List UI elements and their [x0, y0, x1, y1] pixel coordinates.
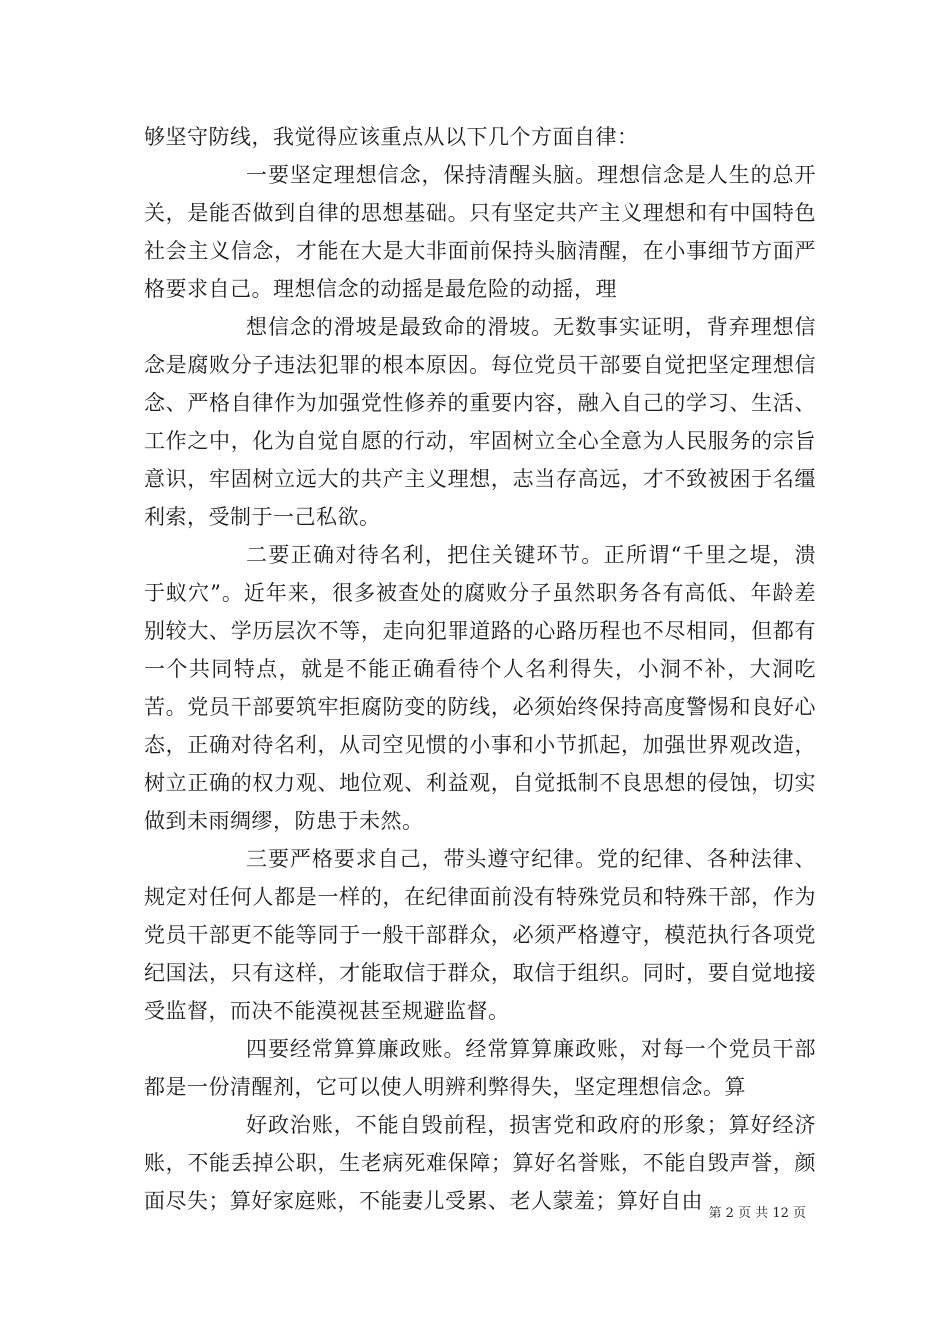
- page-number-footer: 第 2 页 共 12 页: [708, 1206, 806, 1221]
- paragraph-6: 四要经常算算廉政账。经常算算廉政账，对每一个党员干部都是一份清醒剂，它可以使人明辨利弊得失，坚定理想信念。算: [144, 1037, 816, 1099]
- paragraph-2: 一要坚定理想信念，保持清醒头脑。理想信念是人生的总开关，是能否做到自律的思想基础。只有坚定共产主义理想和有中国特色社会主义信念，才能在大是大非面前保持头脑清醒，在小事细节方面严格要求自己。理想信念的动摇是最危险的动摇，理: [144, 163, 816, 301]
- paragraph-3: 想信念的滑坡是最致命的滑坡。无数事实证明，背弃理想信念是腐败分子违法犯罪的根本原因。每位党员干部要自觉把坚定理想信念、严格自律作为加强党性修养的重要内容，融入自己的学习、生活、工作之中，化为自觉自愿的行动，牢固树立全心全意为人民服务的宗旨意识，牢固树立远大的共产主义理想，志当存高远，才不致被困于名缰利索，受制于一己私欲。: [144, 315, 816, 529]
- paragraph-4: 二要正确对待名利，把住关键环节。正所谓“千里之堤，溃于蚁穴”。近年来，很多被查处的腐败分子虽然职务各有高低、年龄差别较大、学历层次不等，走向犯罪道路的心路历程也不尽相同，但都有一个共同特点，就是不能正确看待个人名利得失，小洞不补，大洞吃苦。党员干部要筑牢拒腐防变的防线，必须始终保持高度警惕和良好心态，正确对待名利，从司空见惯的小事和小节抓起，加强世界观改造，树立正确的权力观、地位观、利益观，自觉抵制不良思想的侵蚀，切实做到未雨绸缪，防患于未然。: [144, 543, 816, 833]
- paragraph-5: 三要严格要求自己，带头遵守纪律。党的纪律、各种法律、规定对任何人都是一样的，在纪律面前没有特殊党员和特殊干部，作为党员干部更不能等同于一般干部群众，必须严格遵守，模范执行各项党纪国法，只有这样，才能取信于群众，取信于组织。同时，要自觉地接受监督，而决不能漠视甚至规避监督。: [144, 847, 816, 1023]
- paragraph-1: 够坚守防线，我觉得应该重点从以下几个方面自律：: [144, 125, 639, 149]
- paragraph-7: 好政治账，不能自毁前程，损害党和政府的形象；算好经济账，不能丢掉公职，生老病死难保障；算好名誉账，不能自毁声誉，颜面尽失；算好家庭账，不能妻儿受累、老人蒙羞；算好自由: [144, 1113, 816, 1213]
- document-body: [144, 118, 816, 1220]
